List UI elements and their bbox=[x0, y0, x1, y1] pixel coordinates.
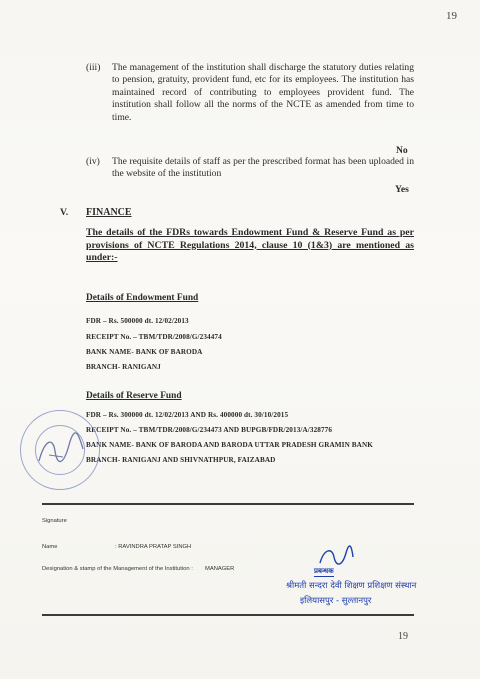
item-iii-label: (iii) bbox=[86, 62, 101, 73]
endowment-line-receipt: RECEIPT No. – TBM/TDR/2008/G/234474 bbox=[86, 333, 222, 341]
endowment-heading: Details of Endowment Fund bbox=[86, 293, 199, 303]
designation-label: Designation & stamp of the Management of the Institution : bbox=[42, 566, 193, 572]
signature-label: Signature bbox=[42, 518, 67, 524]
footer-divider-bottom bbox=[42, 614, 414, 616]
item-iv-answer: Yes bbox=[395, 184, 409, 195]
designation-value: MANAGER bbox=[205, 566, 235, 572]
item-iii-text: The management of the institution shall discharge the statutory duties relating to pension, gratuity, provident fund, etc for its employees. The institution has maintained record of contributing to employees provident fund. The institution shall follow all the norms of the NCTE as amended from time to time. bbox=[112, 62, 414, 123]
stamp-badge: प्रबन्धक bbox=[314, 567, 334, 575]
name-value: : RAVINDRA PRATAP SINGH bbox=[115, 544, 192, 550]
endowment-line-fdr: FDR – Rs. 500000 dt. 12/02/2013 bbox=[86, 317, 189, 325]
page-number-bottom: 19 bbox=[398, 631, 408, 642]
name-label: Name bbox=[42, 544, 58, 550]
reserve-line-bank: BANK NAME- BANK OF BARODA AND BARODA UTTAR PRADESH GRAMIN BANK bbox=[86, 441, 373, 449]
reserve-line-receipt: RECEIPT No. – TBM/TDR/2008/G/234473 AND BUPGB/FDR/2013/A/328776 bbox=[86, 426, 333, 434]
item-iv-label: (iv) bbox=[86, 156, 100, 167]
page-number-top: 19 bbox=[446, 10, 457, 22]
reserve-heading: Details of Reserve Fund bbox=[86, 391, 182, 401]
item-iv-text: The requisite details of staff as per the prescribed format has been uploaded in the website of the institution bbox=[112, 156, 414, 180]
institution-seal bbox=[20, 410, 100, 490]
endowment-line-bank: BANK NAME- BANK OF BARODA bbox=[86, 348, 203, 356]
section-title: FINANCE bbox=[86, 207, 132, 218]
section-number: V. bbox=[60, 207, 69, 218]
signature-scribble-icon bbox=[33, 431, 89, 471]
item-iii-answer: No bbox=[396, 145, 408, 156]
stamp-line-place: इलियासपुर - सुल्तानपुर bbox=[300, 596, 372, 606]
endowment-line-branch: BRANCH- RANIGANJ bbox=[86, 363, 161, 371]
finance-intro: The details of the FDRs towards Endowment Fund & Reserve Fund as per provisions of NCTE Regulations 2014, clause 10 (1&3) are mentioned as under:- bbox=[86, 227, 414, 264]
stamp-line-institution: श्रीमती सन्दरा देवी शिक्षण प्रशिक्षण संस्थान bbox=[286, 581, 417, 591]
reserve-line-fdr: FDR – Rs. 300000 dt. 12/02/2013 AND Rs. 400000 dt. 30/10/2015 bbox=[86, 411, 289, 419]
reserve-line-branch: BRANCH- RANIGANJ AND SHIVNATHPUR, FAIZABAD bbox=[86, 456, 276, 464]
footer-divider-top bbox=[42, 503, 414, 505]
